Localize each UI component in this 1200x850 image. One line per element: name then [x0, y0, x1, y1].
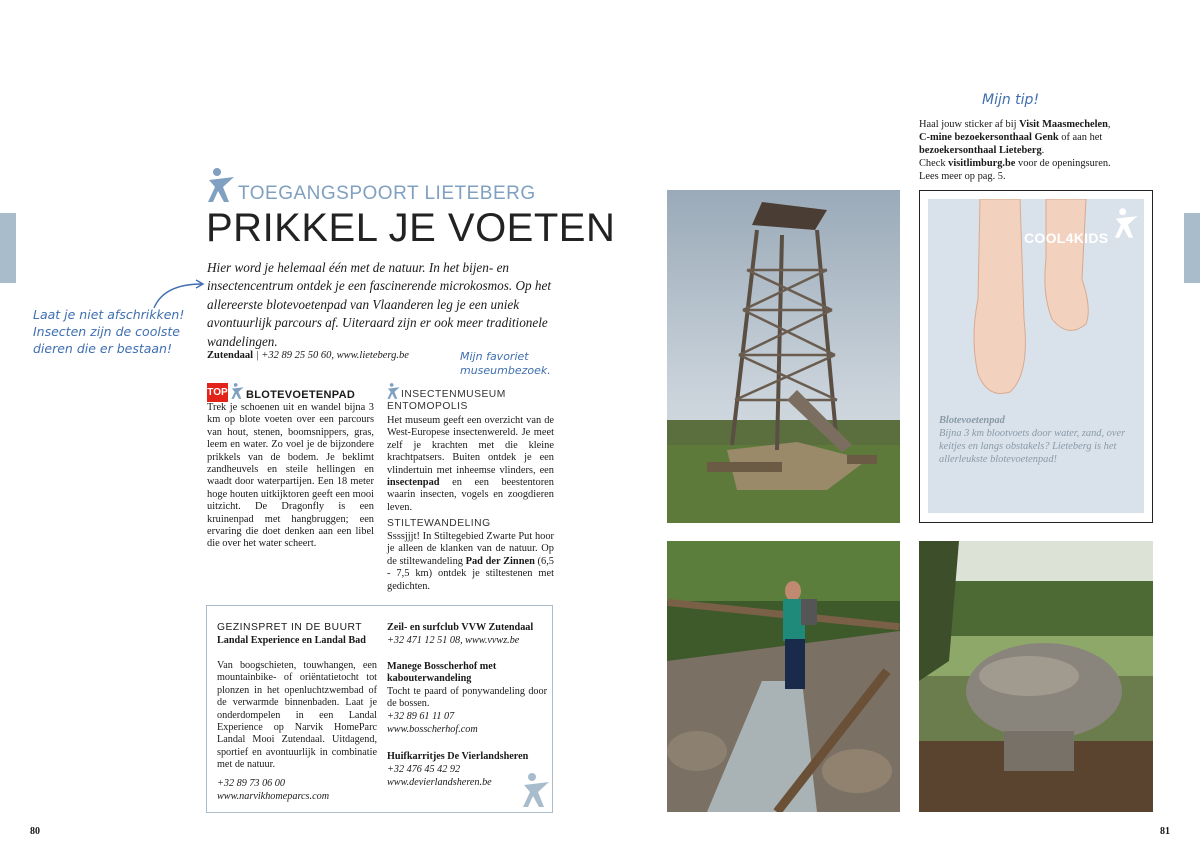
- tip-t7: Lees meer op pag. 5.: [919, 171, 1006, 182]
- tip-text: [919, 118, 1119, 183]
- col2-text2-b: (6,5 - 7,5 km) ontdek je stiltestenen met gedichten.: [387, 555, 554, 592]
- left-page-tab: [0, 213, 16, 283]
- box4-web[interactable]: www.devierlandsheren.be: [387, 777, 492, 788]
- col2-text2-bold: Pad der Zinnen: [465, 555, 535, 567]
- page-number-right: 81: [1160, 826, 1170, 837]
- tip-t2: ,: [1107, 119, 1111, 130]
- top-badge: TOP: [207, 383, 228, 402]
- card-title: Blotevoetenpad: [939, 415, 1005, 426]
- box1-text: Van boogschieten, touwhangen, een mountainbike- of oriëntatietocht tot plonzen in het openluchtzwembad of de verwarmde binnenbaden. Laat je onderdompelen in een Landal Experience op Narvik HomeParc Landal Mooi Zutendaal. Uitdagend, sportief en avontuurlijk in combinatie met de natuur.: [217, 660, 377, 771]
- box1-phone: +32 89 73 06 00: [217, 778, 285, 789]
- tip-b2: C-mine bezoekersonthaal Genk: [919, 132, 1059, 143]
- box3-text: Tocht te paard of ponywandeling door de bossen.: [387, 686, 547, 710]
- box2-title: Zeil- en surfclub VVW Zutendaal: [387, 622, 534, 633]
- tip-t6: voor de openingsuren.: [1015, 158, 1111, 169]
- right-page-tab: [1184, 213, 1200, 283]
- col2-text2-a: Ssssjjjt! In Stiltegebied Zwarte Put hoor je alleen de klanken van de natuur. Op de stiltewandeling: [387, 531, 554, 567]
- card-text-block: [939, 414, 1139, 466]
- walker-logo-icon: [207, 167, 237, 203]
- contact-details: | +32 89 25 50 60, www.lieteberg.be: [253, 350, 409, 361]
- tip-b1: Visit Maasmechelen: [1019, 119, 1108, 130]
- cool4kids-label: COOL4KIDS: [1024, 230, 1109, 246]
- tip-b4: visitlimburg.be: [948, 158, 1016, 169]
- col2-text-bold: insectenpad: [387, 477, 440, 489]
- box3-phone: +32 89 61 11 07: [387, 711, 455, 722]
- col2-text-b: en een beestentoren waarin insecten, vogels en zoogdieren leven.: [387, 477, 554, 513]
- walker-white-icon: [1114, 201, 1140, 245]
- curved-arrow-icon: [150, 278, 210, 312]
- tip-t3: of aan het: [1058, 132, 1103, 143]
- tip-t4: .: [1041, 145, 1045, 156]
- intro-text: Hier word je helemaal één met de natuur. In het bijen- en insectencentrum ontdek je een fascinerende microkosmos. Op het allereerste blotevoetenpad van Vlaanderen leg je een uniek avontuurlijk parcours af. Uiteraard zijn er ook meer traditionele wandelingen.: [207, 260, 551, 349]
- walker-small-icon: [231, 381, 245, 401]
- col2-heading2: STILTEWANDELING: [387, 518, 491, 529]
- section-kicker: TOEGANGSPOORT LIETEBERG: [238, 183, 536, 204]
- photo-barefoot-walker: [667, 541, 900, 812]
- handwritten-note-museum: Mijn favoriet museumbezoek.: [460, 350, 551, 377]
- box1-web[interactable]: www.narvikhomeparcs.com: [217, 791, 330, 802]
- box-label: GEZINSPRET IN DE BUURT: [217, 622, 363, 633]
- photo-boulder: [919, 541, 1153, 812]
- tip-b3: bezoekersonthaal Lieteberg: [919, 145, 1042, 156]
- bare-feet-illustration: [968, 199, 1098, 399]
- box4-phone: +32 476 45 42 92: [387, 764, 461, 775]
- col1-text: Trek je schoenen uit en wandel bijna 3 km op blote voeten over een parcours van hout, stenen, boomsnippers, gras, leem en water. Zo voel je de bijzondere prikkels van de bodem. Je beklimt zandheuvels en steile hellingen en waadt door waterpartijen. Een 18 meter hoge houten uitkijktoren geeft een mooi uitzicht. De Dragonfly is een kruinenpad met hangbruggen; een ervaring die doet denken aan een libel die over het water scheert.: [207, 402, 374, 550]
- col2-text: [387, 415, 554, 514]
- box3-web[interactable]: www.bosscherhof.com: [387, 724, 478, 735]
- box4-title: Huifkarritjes De Vierlandsheren: [387, 751, 529, 762]
- col2-heading: INSECTENMUSEUM ENTOMOPOLIS: [387, 389, 506, 413]
- photo-lookout-tower: [667, 190, 900, 523]
- box3-title: Manege Bosscherhof met kabouterwandeling: [387, 661, 497, 685]
- tip-t1: Haal jouw sticker af bij: [919, 119, 1020, 130]
- col1-heading: BLOTEVOETENPAD: [246, 389, 356, 401]
- box2-contact: +32 471 12 51 08, www.vvwz.be: [387, 635, 520, 646]
- walker-box-icon: [522, 770, 552, 810]
- page-title: PRIKKEL JE VOETEN: [206, 206, 616, 250]
- handwritten-note-insects: Laat je niet afschrikken! Insecten zijn de coolste dieren die er bestaan!: [33, 307, 185, 356]
- col2-text2: [387, 531, 554, 593]
- card-text: Bijna 3 km blootvoets door water, zand, over keitjes en langs obstakels? Lieteberg is het allerleukste blotevoetenpad!: [939, 428, 1126, 465]
- cool4kids-card: [928, 199, 1144, 513]
- tip-heading: Mijn tip!: [982, 92, 1040, 108]
- contact-place: Zutendaal: [207, 350, 254, 361]
- col2-text-a: Het museum geeft een overzicht van de West-Europese insectenwereld. Je meet zelf je krachten met die kleine krachtpatsers. Buiten ontdek je een vlindertuin met inheemse vlinders, een: [387, 415, 554, 476]
- tip-t5: Check: [919, 158, 949, 169]
- page-number-left: 80: [30, 826, 40, 837]
- intro-contact: [207, 350, 409, 361]
- box1-title: Landal Experience en Landal Bad: [217, 635, 366, 646]
